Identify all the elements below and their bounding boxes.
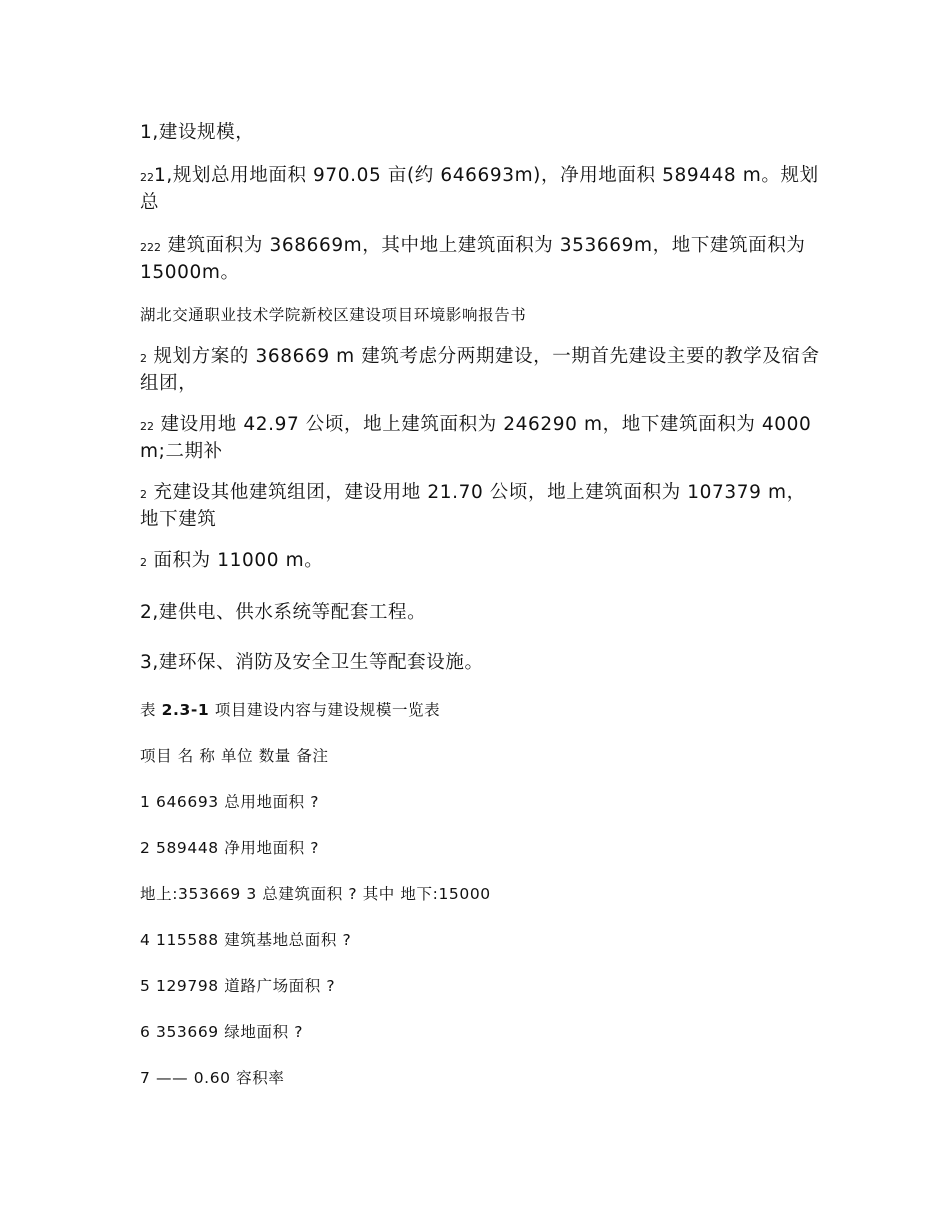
- table-row: 地上:353669 3 总建筑面积 ? 其中 地下:15000: [140, 885, 491, 903]
- superscript-marker: 2: [140, 488, 147, 501]
- superscript-marker: 22: [140, 420, 154, 433]
- superscript-marker: 222: [140, 241, 161, 254]
- paragraph-land-area: 221,规划总用地面积 970.05 亩(约 646693m)，净用地面积 589448 m。规划总: [140, 165, 819, 213]
- table-caption: 表 2.3-1 项目建设内容与建设规模一览表: [140, 701, 441, 719]
- table-row: 5 129798 道路广场面积 ?: [140, 977, 336, 995]
- paragraph-facilities: 3,建环保、消防及安全卫生等配套设施。: [140, 652, 484, 673]
- paragraph-construction-scale: 1,建设规模，: [140, 122, 255, 143]
- document-body: [140, 116, 820, 1089]
- table-row: 1 646693 总用地面积 ?: [140, 793, 320, 811]
- superscript-marker: 2: [140, 556, 147, 569]
- table-row: 7 —— 0.60 容积率: [140, 1069, 285, 1087]
- table-number: 2.3-1: [161, 701, 210, 719]
- paragraph-underground-area: 2 面积为 11000 m。: [140, 550, 324, 571]
- running-header: 湖北交通职业技术学院新校区建设项目环境影响报告书: [140, 306, 527, 324]
- superscript-marker: 2: [140, 352, 147, 365]
- paragraph-building-area: 222 建筑面积为 368669m，其中地上建筑面积为 353669m，地下建筑面积为 15000m。: [140, 235, 806, 283]
- paragraph-phase-one: 22 建设用地 42.97 公顷，地上建筑面积为 246290 m，地下建筑面积为 4000 m;二期补: [140, 414, 812, 462]
- paragraph-utilities: 2,建供电、供水系统等配套工程。: [140, 602, 427, 623]
- superscript-marker: 22: [140, 171, 154, 184]
- paragraph-phase-two: 2 充建设其他建筑组团，建设用地 21.70 公顷，地上建筑面积为 107379 m，地下建筑: [140, 482, 806, 530]
- table-header: 项目 名 称 单位 数量 备注: [140, 747, 329, 765]
- paragraph-phasing: 2 规划方案的 368669 m 建筑考虑分两期建设，一期首先建设主要的教学及宿舍组团，: [140, 346, 820, 394]
- table-row: 6 353669 绿地面积 ?: [140, 1023, 304, 1041]
- table-row: 2 589448 净用地面积 ?: [140, 839, 320, 857]
- table-row: 4 115588 建筑基地总面积 ?: [140, 931, 352, 949]
